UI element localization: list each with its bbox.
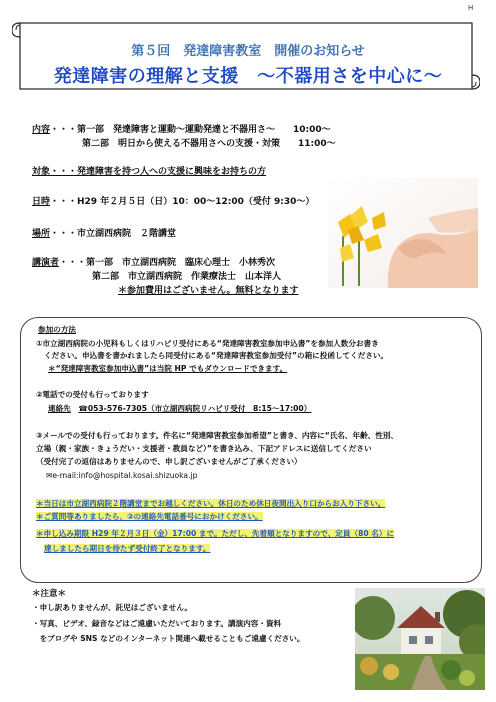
method1-line-b: ください。申込書を書かれましたら同受付にある“発達障害教室参加受付”の箱に投函してください。 — [44, 351, 389, 360]
method1-line-a: ①市立湖西病院の小児科もしくはリハビリ受付にある“発達障害教室参加申込書”を参加人数分お書き — [36, 339, 379, 348]
phone-contact — [48, 404, 311, 415]
corner-mark: H — [468, 4, 474, 12]
content-part1: 第一部 発達障害と運動～運動発達と不器用さ～ 10:00～ — [77, 125, 331, 135]
target-text: ・・・発達障害を持つ人への支援に興味をお持ちの方 — [50, 167, 267, 177]
caution-recording-b: をブログや SNS などのインターネット関連へ載せることもご遠慮ください。 — [32, 634, 305, 643]
method3-line-b: 立場（親・家族・きょうだい・支援者・教員など）”を書き込み、下記アドレスに送信してください — [36, 444, 372, 453]
target-row — [32, 166, 266, 178]
hands-with-flowers-photo — [328, 178, 478, 288]
caution-childcare: ・申し訳ありませんが、託児はございません。 — [32, 603, 192, 612]
lecturer-label: 講演者 — [32, 258, 60, 268]
place-label: 場所 — [32, 229, 51, 239]
lecturer-2: 第二部 市立湖西病院 作業療法士 山本洋人 — [92, 272, 282, 282]
lecturer-row — [32, 257, 275, 269]
note-deadline-a: ＊申し込み期限 H29 年２月３日（金）17:00 まで。ただし、先着順となりますので、定員（80 名）に — [36, 529, 395, 538]
target-label: 対象 — [32, 167, 51, 177]
note-deadline-b: 達しましたら期日を待たず受付終了となります。 — [44, 544, 211, 553]
house-garden-photo — [355, 588, 485, 690]
place-row — [32, 228, 176, 240]
email-address[interactable]: ✉e-mail:info@hospital.kosai.shizuoka.jp — [46, 471, 198, 480]
date-row — [32, 196, 314, 208]
date-text: ・・・H29 年２月５日（日）10：00～12:00（受付 9:30～） — [50, 197, 315, 207]
event-title: 発達障害の理解と支援 ～不器用さを中心に～ — [53, 66, 443, 87]
date-label: 日時 — [32, 197, 51, 207]
phone-number[interactable]: ☎053-576-7305（市立湖西病院リハビリ受付 8:15～17:00） — [78, 404, 312, 413]
method2-line-a: ②電話での受付も行っております — [36, 390, 149, 399]
method1-download-note: ＊“発達障害教室参加申込書”は当院 HP でもダウンロードできます。 — [48, 364, 288, 373]
contact-label: 連絡先 — [48, 404, 71, 413]
place-text: ・・・市立湖西病院 ２階講堂 — [50, 229, 177, 239]
note-questions: ＊ご質問等ありましたら、②の連絡先電話番号におかけください。 — [36, 512, 263, 521]
content-part2: 第二部 明日から使える不器用さへの支援・対策 11:00～ — [82, 139, 336, 149]
method3-line-a: ③メールでの受付も行っております。件名に“発達障害教室参加希望”と書き、内容に“氏名、年齢、性別、 — [36, 431, 399, 440]
caution-title: ＊注意＊ — [32, 589, 67, 599]
lecturer-1: ・・・第一部 市立湖西病院 臨床心理士 小林秀次 — [59, 258, 276, 268]
howto-title: 参加の方法 — [38, 325, 76, 334]
fee-note: ＊参加費用はございません。無料となります — [118, 286, 299, 296]
event-subtitle: 第５回 発達障害教室 開催のお知らせ — [131, 44, 365, 59]
method3-line-c: （受付完了の返信はありませんので、申し訳ございませんがご了承ください） — [36, 457, 302, 466]
content-row-1: 内容・・・第一部 発達障害と運動～運動発達と不器用さ～ 10:00～ — [32, 125, 331, 135]
caution-recording-a: ・写真、ビデオ、録音などはご遠慮いただいております。講演内容・資料 — [32, 619, 282, 628]
note-venue: ＊当日は市立湖西病院２階講堂までお越しください。休日のため休日夜間出入り口からお入り下さい。 — [36, 499, 386, 508]
content-label: 内容 — [32, 125, 51, 135]
